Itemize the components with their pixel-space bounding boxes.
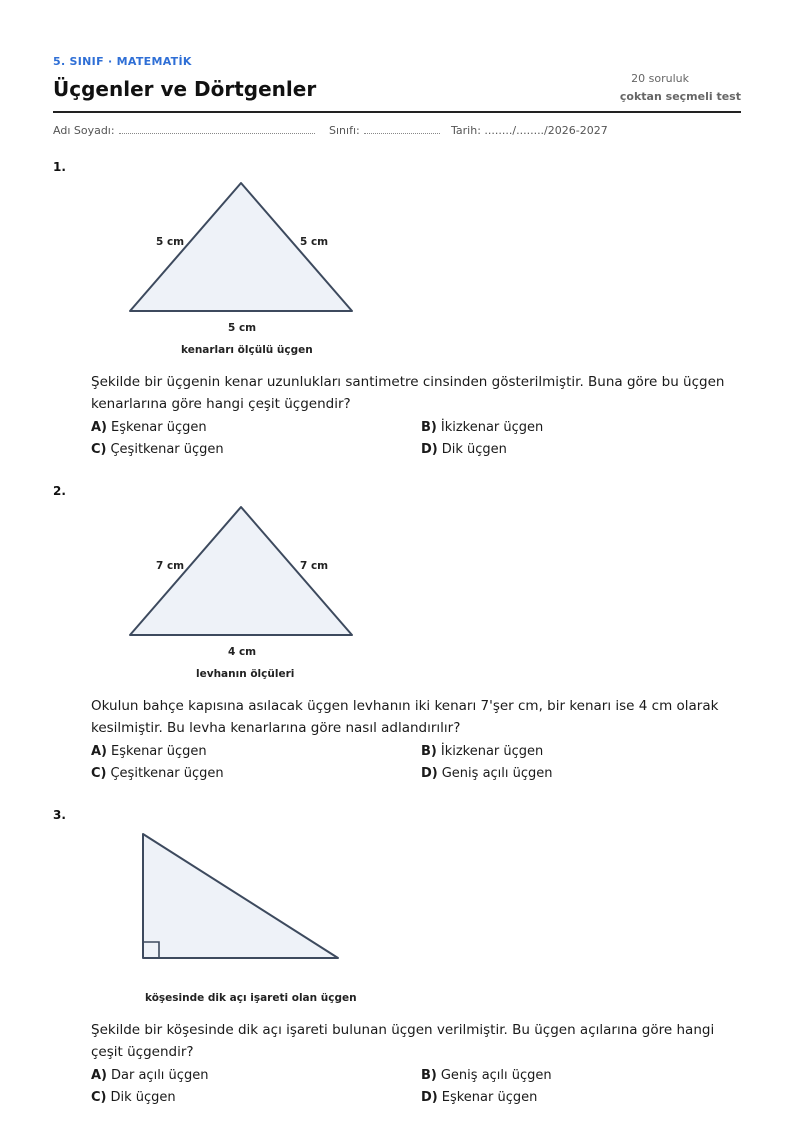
question-3-text: Şekilde bir köşesinde dik açı işareti bulunan üçgen verilmiştir. Bu üçgen açılarına göre hangi çeşit üçgendir? [91,1022,715,1060]
option-text: Eşkenar üçgen [111,420,207,435]
question-3-option-c[interactable] [91,1090,176,1105]
question-2-text: Okulun bahçe kapısına asılacak üçgen levhanın iki kenarı 7'şer cm, bir kenarı ise 4 cm olarak kesilmiştir. Bu levha kenarlarına göre nasıl adlandırılır? [91,698,719,736]
question-2-base-label: 4 cm [228,646,257,658]
option-letter: D) [421,1090,438,1105]
option-text: Dik üçgen [441,442,507,457]
option-letter: B) [421,744,437,759]
question-2-number: 2. [53,484,66,498]
option-letter: C) [91,442,107,457]
class-blank[interactable] [364,124,440,134]
option-text: İkizkenar üçgen [440,420,544,435]
question-2-option-a[interactable] [91,744,207,759]
option-letter: A) [91,420,108,435]
option-text: Eşkenar üçgen [441,1090,538,1105]
date-field[interactable] [451,124,608,137]
question-3-right-triangle [130,824,350,969]
question-1-option-d[interactable] [421,442,507,457]
question-3-option-b[interactable] [421,1068,552,1083]
question-count: 20 soruluk [631,72,689,85]
question-2-option-c[interactable] [91,766,224,781]
date-label: Tarih: [451,124,481,137]
question-3-number: 3. [53,808,66,822]
question-2-caption: levhanın ölçüleri [196,668,295,680]
question-1-base-label: 5 cm [228,322,257,334]
option-text: İkizkenar üçgen [440,744,544,759]
question-1-right-side-label: 5 cm [300,236,329,248]
option-letter: A) [91,744,108,759]
option-letter: A) [91,1068,108,1083]
subject-label: 5. SINIF · MATEMATİK [53,55,192,68]
question-1-option-a[interactable] [91,420,207,435]
question-1-left-side-label: 5 cm [156,236,185,248]
question-1-caption: kenarları ölçülü üçgen [181,344,313,356]
test-type: çoktan seçmeli test [619,90,741,103]
question-2-left-side-label: 7 cm [156,560,185,572]
question-3-option-a[interactable] [91,1068,208,1083]
question-2-option-b[interactable] [421,744,543,759]
option-letter: C) [91,766,107,781]
date-value: ......../......../2026-2027 [484,124,608,137]
name-blank[interactable] [119,124,315,134]
header-divider [53,111,741,113]
question-2-option-d[interactable] [421,766,553,781]
option-text: Çeşitkenar üçgen [110,766,224,781]
question-2-right-side-label: 7 cm [300,560,329,572]
page-title: Üçgenler ve Dörtgenler [53,77,317,101]
option-text: Dar açılı üçgen [111,1068,209,1083]
option-letter: D) [421,442,438,457]
question-3-caption: köşesinde dik açı işareti olan üçgen [145,992,357,1004]
question-1-text: Şekilde bir üçgenin kenar uzunlukları santimetre cinsinden gösterilmiştir. Buna göre bu üçgen kenarlarına göre hangi çeşit üçgendir? [91,374,725,412]
question-3-option-d[interactable] [421,1090,537,1105]
option-text: Geniş açılı üçgen [440,1068,552,1083]
class-field[interactable] [329,124,440,137]
name-field[interactable] [53,124,315,137]
option-text: Çeşitkenar üçgen [110,442,224,457]
question-1-option-b[interactable] [421,420,543,435]
option-letter: B) [421,1068,437,1083]
question-1-number: 1. [53,160,66,174]
option-letter: D) [421,766,438,781]
question-1-option-c[interactable] [91,442,224,457]
option-text: Eşkenar üçgen [111,744,207,759]
option-letter: C) [91,1090,107,1105]
name-label: Adı Soyadı: [53,124,115,137]
option-text: Geniş açılı üçgen [441,766,553,781]
option-text: Dik üçgen [110,1090,176,1105]
class-label: Sınıfı: [329,124,360,137]
option-letter: B) [421,420,437,435]
